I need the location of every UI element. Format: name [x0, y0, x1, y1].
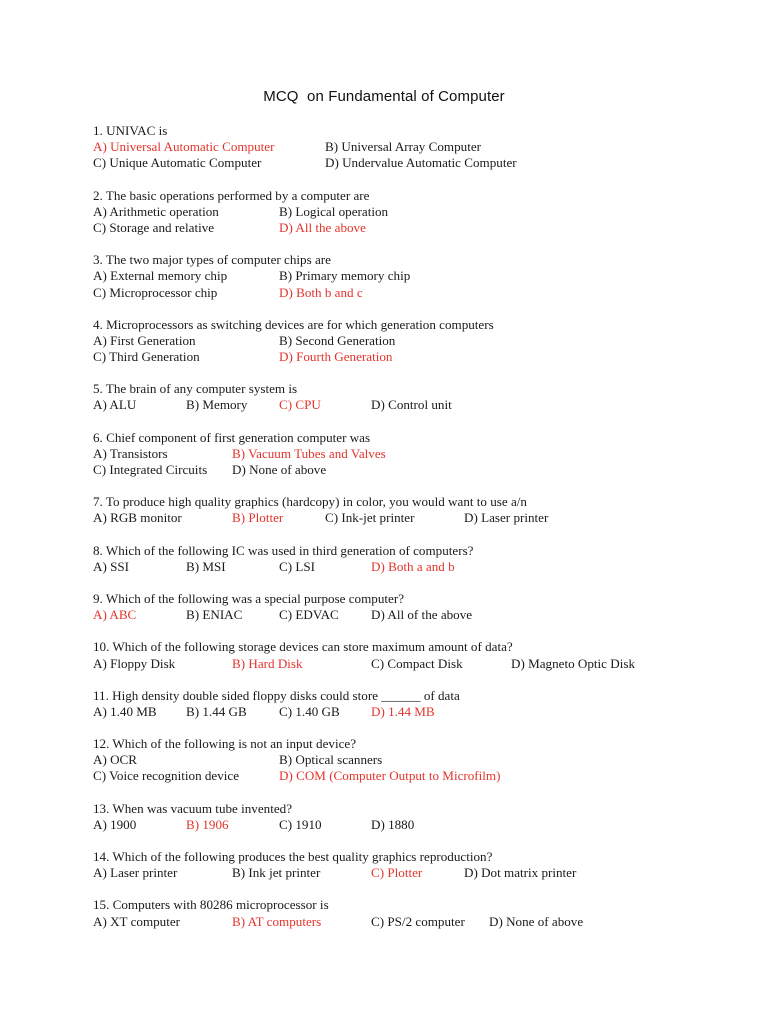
question-4 [93, 317, 733, 366]
answer-option-correct: D) Fourth Generation [279, 349, 393, 365]
answer-option: A) Laser printer [93, 865, 178, 881]
answer-option: D) All of the above [371, 607, 473, 623]
question-stem: 8. Which of the following IC was used in third generation of computers? [93, 542, 474, 558]
option-row [93, 752, 733, 768]
question-stem: 11. High density double sided floppy disks could store ______ of data [93, 687, 460, 703]
answer-option: A) First Generation [93, 332, 196, 348]
answer-option-correct: B) 1906 [186, 816, 229, 832]
option-row [93, 268, 733, 284]
answer-option: A) Arithmetic operation [93, 203, 219, 219]
answer-option-correct: B) Hard Disk [232, 655, 303, 671]
answer-option: A) XT computer [93, 913, 181, 929]
question-stem: 6. Chief component of first generation computer was [93, 429, 371, 445]
option-row [93, 333, 733, 349]
option-row [93, 204, 733, 220]
answer-option: A) Floppy Disk [93, 655, 176, 671]
option-row [93, 349, 733, 365]
option-row [93, 559, 733, 575]
option-row [93, 220, 733, 236]
answer-option: D) 1880 [371, 816, 415, 832]
answer-option-correct: C) Plotter [371, 865, 423, 881]
answer-option: B) Memory [186, 397, 248, 413]
answer-option: C) Microprocessor chip [93, 284, 218, 300]
option-row [93, 285, 733, 301]
question-stem: 2. The basic operations performed by a computer are [93, 187, 370, 203]
question-stem: 12. Which of the following is not an input device? [93, 736, 357, 752]
answer-option-correct: B) Vacuum Tubes and Valves [232, 445, 386, 461]
option-row [93, 768, 733, 784]
option-row [93, 446, 733, 462]
question-list [93, 123, 733, 946]
answer-option: B) Optical scanners [279, 752, 383, 768]
answer-option: C) 1910 [279, 816, 322, 832]
answer-option-correct: D) 1.44 MB [371, 703, 435, 719]
answer-option-correct: B) Plotter [232, 510, 284, 526]
question-stem: 3. The two major types of computer chips are [93, 252, 331, 268]
answer-option: A) 1.40 MB [93, 703, 157, 719]
question-11 [93, 688, 733, 720]
answer-option: B) Logical operation [279, 203, 389, 219]
question-stem: 4. Microprocessors as switching devices are for which generation computers [93, 316, 494, 332]
answer-option: C) Voice recognition device [93, 768, 240, 784]
question-10 [93, 639, 733, 671]
option-row [93, 914, 733, 930]
answer-option: C) Storage and relative [93, 219, 215, 235]
answer-option: C) Unique Automatic Computer [93, 155, 262, 171]
option-row [93, 139, 733, 155]
answer-option: B) Ink jet printer [232, 865, 321, 881]
question-stem: 13. When was vacuum tube invented? [93, 800, 293, 816]
question-stem: 5. The brain of any computer system is [93, 381, 298, 397]
answer-option: B) Universal Array Computer [325, 139, 481, 155]
question-12 [93, 736, 733, 785]
question-1 [93, 123, 733, 172]
answer-option: D) None of above [232, 462, 327, 477]
answer-option-correct: D) COM (Computer Output to Microfilm) [279, 768, 501, 784]
answer-option: B) Second Generation [279, 332, 396, 348]
answer-option-correct: C) CPU [279, 397, 321, 413]
answer-option: C) LSI [279, 558, 316, 574]
question-stem: 15. Computers with 80286 microprocessor is [93, 897, 329, 913]
answer-option: D) Dot matrix printer [464, 865, 577, 881]
question-stem: 9. Which of the following was a special purpose computer? [93, 590, 405, 606]
question-13 [93, 801, 733, 833]
answer-option: A) ALU [93, 397, 137, 413]
option-row [93, 817, 733, 833]
answer-option-correct: A) Universal Automatic Computer [93, 139, 275, 155]
question-2 [93, 188, 733, 237]
question-7 [93, 494, 733, 526]
answer-option: D) Undervalue Automatic Computer [325, 155, 517, 171]
question-3 [93, 252, 733, 301]
question-stem: 1. UNIVAC is [93, 123, 168, 138]
answer-option-correct: D) Both b and c [279, 284, 363, 300]
answer-option: B) Primary memory chip [279, 268, 411, 284]
answer-option: C) Ink-jet printer [325, 510, 415, 526]
question-8 [93, 543, 733, 575]
option-row [93, 397, 733, 413]
question-14 [93, 849, 733, 881]
answer-option: C) Compact Disk [371, 655, 463, 671]
answer-option: B) MSI [186, 558, 226, 574]
answer-option: A) SSI [93, 558, 130, 574]
answer-option-correct: A) ABC [93, 607, 137, 623]
answer-option: A) 1900 [93, 816, 137, 832]
answer-option: A) OCR [93, 752, 138, 768]
answer-option: D) Laser printer [464, 510, 549, 526]
answer-option: C) PS/2 computer [371, 913, 465, 929]
answer-option-correct: D) Both a and b [371, 558, 455, 574]
answer-option: C) Integrated Circuits [93, 462, 208, 477]
option-row [93, 865, 733, 881]
option-row [93, 155, 733, 171]
question-6 [93, 430, 733, 479]
answer-option: B) 1.44 GB [186, 703, 247, 719]
question-5 [93, 381, 733, 413]
answer-option: B) ENIAC [186, 607, 243, 623]
answer-option: D) Magneto Optic Disk [511, 655, 636, 671]
answer-option: D) None of above [489, 913, 584, 929]
option-row [93, 704, 733, 720]
option-row [93, 607, 733, 623]
answer-option-correct: D) All the above [279, 219, 366, 235]
question-stem: 14. Which of the following produces the best quality graphics reproduction? [93, 849, 493, 864]
page-title: MCQ on Fundamental of Computer [263, 88, 505, 105]
answer-option: C) EDVAC [279, 607, 339, 623]
answer-option: A) External memory chip [93, 268, 228, 284]
option-row [93, 510, 733, 526]
answer-option: C) 1.40 GB [279, 703, 340, 719]
option-row [93, 656, 733, 672]
question-stem: 10. Which of the following storage devices can store maximum amount of data? [93, 639, 513, 655]
question-stem: 7. To produce high quality graphics (hardcopy) in color, you would want to use a/n [93, 494, 527, 510]
answer-option: A) RGB monitor [93, 510, 182, 526]
answer-option: A) Transistors [93, 445, 168, 461]
answer-option: C) Third Generation [93, 349, 200, 365]
answer-option: D) Control unit [371, 397, 452, 413]
option-row [93, 462, 733, 478]
question-9 [93, 591, 733, 623]
question-15 [93, 897, 733, 929]
answer-option-correct: B) AT computers [232, 913, 322, 929]
